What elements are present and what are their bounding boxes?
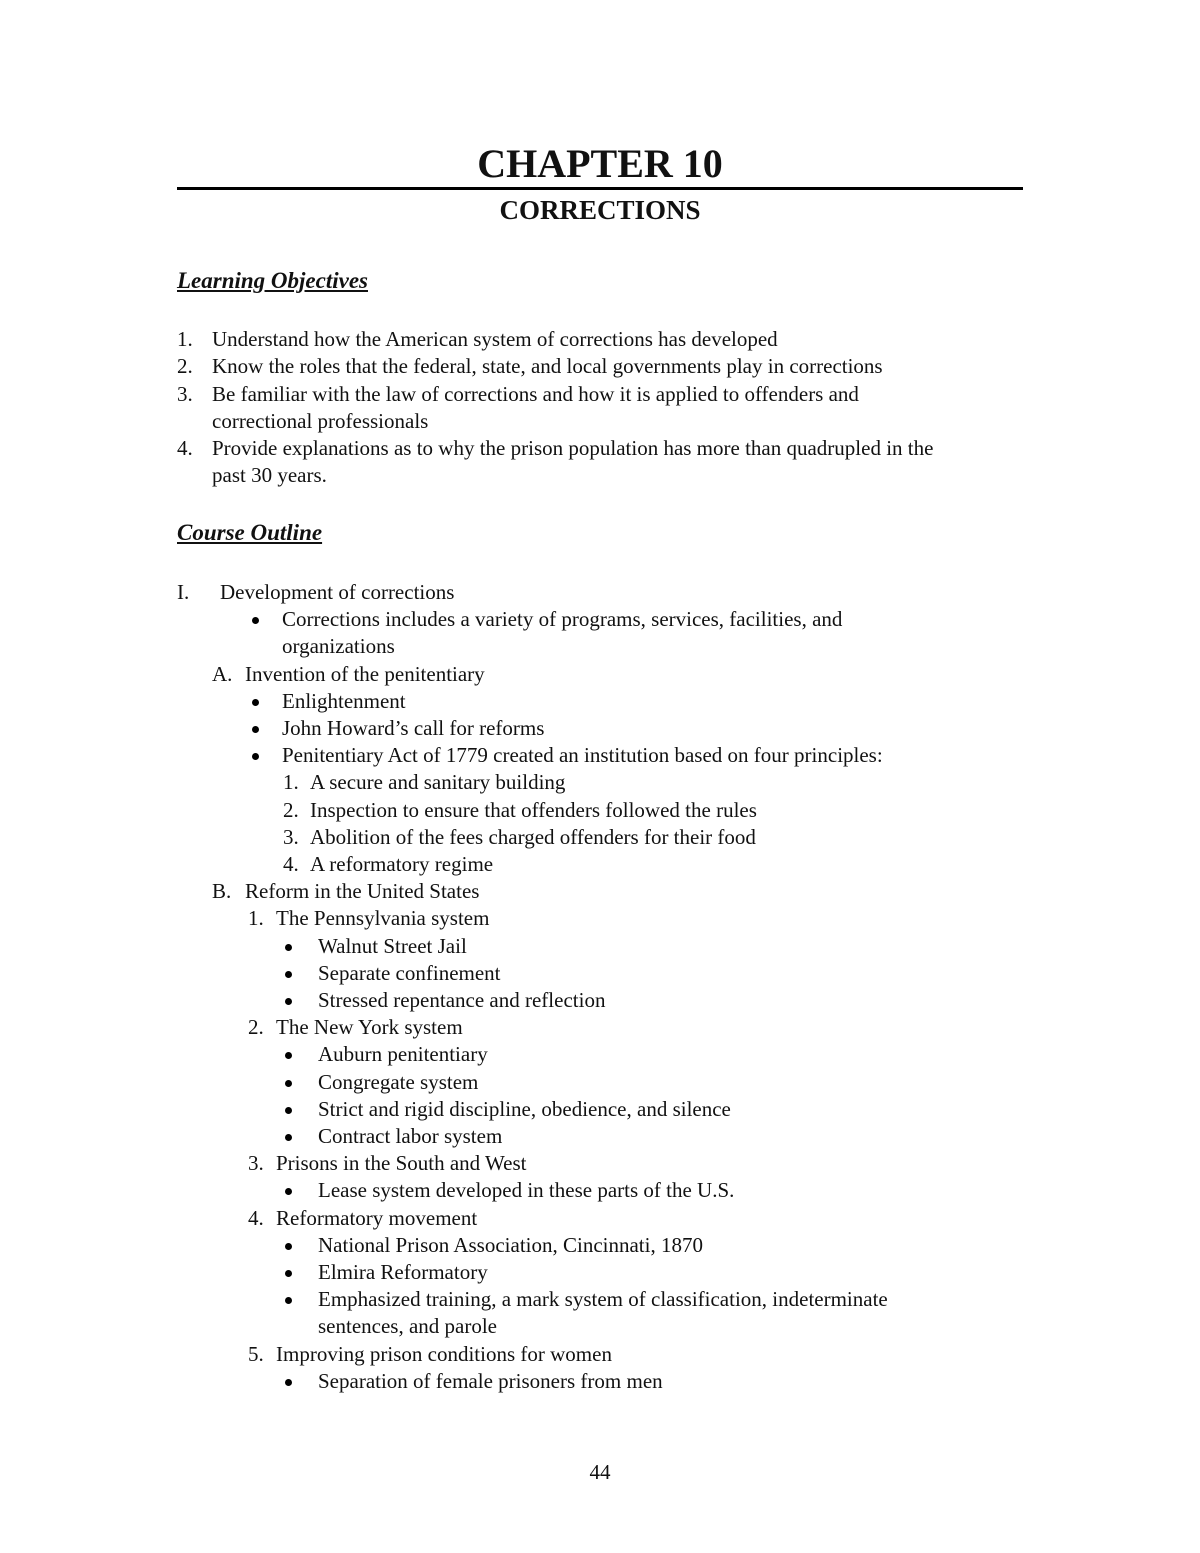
outline-text: The Pennsylvania system (276, 906, 490, 931)
outline-text: organizations (282, 634, 395, 659)
bullet-icon (285, 944, 292, 951)
chapter-subtitle: CORRECTIONS (499, 195, 701, 225)
outline-text: Contract labor system (318, 1124, 503, 1148)
bullet-icon (252, 617, 259, 624)
page-number: 44 (589, 1460, 611, 1484)
outline-text: The New York system (276, 1015, 463, 1040)
outline-marker: A. (212, 661, 233, 686)
outline-marker: 1. (283, 770, 299, 795)
objective-text: correctional professionals (212, 409, 429, 433)
bullet-icon (285, 1188, 292, 1195)
course-outline-heading: Course Outline (177, 520, 323, 545)
outline-text: Reform in the United States (245, 879, 480, 904)
objective-text: Know the roles that the federal, state, and local governments play in corrections (212, 354, 883, 378)
objective-text: past 30 years. (212, 463, 327, 487)
bullet-icon (285, 971, 292, 978)
objective-text: Provide explanations as to why the prison population has more than quadrupled in the (212, 436, 934, 460)
outline-marker: 4. (248, 1205, 264, 1230)
bullet-icon (285, 1379, 292, 1386)
outline-marker: 3. (248, 1151, 264, 1176)
objective-number: 2. (177, 354, 193, 378)
chapter-title: CHAPTER 10 (477, 141, 723, 186)
bullet-icon (285, 1134, 292, 1141)
bullet-icon (252, 699, 259, 706)
bullet-icon (285, 1080, 292, 1087)
outline-text: Walnut Street Jail (318, 933, 467, 958)
learning-objectives-heading: Learning Objectives (177, 268, 368, 293)
outline-marker: 3. (283, 824, 299, 849)
outline-text: Stressed repentance and reflection (318, 988, 606, 1012)
outline-marker: 4. (283, 852, 299, 876)
outline-text: Inspection to ensure that offenders followed the rules (310, 797, 757, 822)
objective-text: Be familiar with the law of corrections and how it is applied to offenders and (212, 382, 859, 406)
outline-text: Enlightenment (282, 688, 406, 713)
outline-marker: 2. (248, 1015, 264, 1040)
outline-marker: 1. (248, 906, 264, 931)
outline-text: Penitentiary Act of 1779 created an institution based on four principles: (282, 743, 883, 768)
bullet-icon (285, 1052, 292, 1059)
objective-text: Understand how the American system of corrections has developed (212, 327, 778, 351)
outline-text: Corrections includes a variety of programs, services, facilities, and (282, 607, 843, 632)
outline-text: A secure and sanitary building (310, 770, 566, 795)
outline-marker: I. (177, 580, 190, 604)
outline-text: Emphasized training, a mark system of classification, indeterminate (318, 1287, 888, 1312)
bullet-icon (285, 1243, 292, 1250)
outline-text: Improving prison conditions for women (276, 1341, 612, 1366)
bullet-icon (252, 753, 259, 760)
outline-text: Invention of the penitentiary (245, 661, 485, 686)
objective-number: 1. (177, 327, 193, 351)
outline-text: John Howard’s call for reforms (282, 716, 545, 740)
bullet-icon (285, 1270, 292, 1277)
bullet-icon (285, 998, 292, 1005)
outline-text: Strict and rigid discipline, obedience, and silence (318, 1096, 731, 1121)
outline-text: Separation of female prisoners from men (318, 1368, 663, 1393)
outline-text: National Prison Association, Cincinnati, 1870 (318, 1232, 703, 1257)
outline-text: Auburn penitentiary (318, 1042, 488, 1067)
outline-text: Prisons in the South and West (276, 1151, 527, 1176)
outline-text: Congregate system (318, 1069, 479, 1094)
outline-text: sentences, and parole (318, 1314, 498, 1339)
outline-text: Development of corrections (220, 580, 455, 604)
outline-text: Elmira Reformatory (318, 1260, 488, 1284)
title-divider (177, 187, 1023, 190)
outline-marker: B. (212, 879, 232, 904)
objective-number: 4. (177, 436, 193, 460)
bullet-icon (285, 1297, 292, 1304)
bullet-icon (285, 1107, 292, 1114)
outline-text: Separate confinement (318, 960, 501, 985)
bullet-icon (252, 726, 259, 733)
outline-text: Reformatory movement (276, 1205, 478, 1230)
outline-text: A reformatory regime (310, 852, 494, 876)
outline-marker: 5. (248, 1341, 264, 1366)
outline-text: Lease system developed in these parts of the U.S. (318, 1178, 735, 1203)
objective-number: 3. (177, 382, 193, 406)
outline-marker: 2. (283, 797, 299, 822)
outline-text: Abolition of the fees charged offenders for their food (310, 824, 756, 849)
